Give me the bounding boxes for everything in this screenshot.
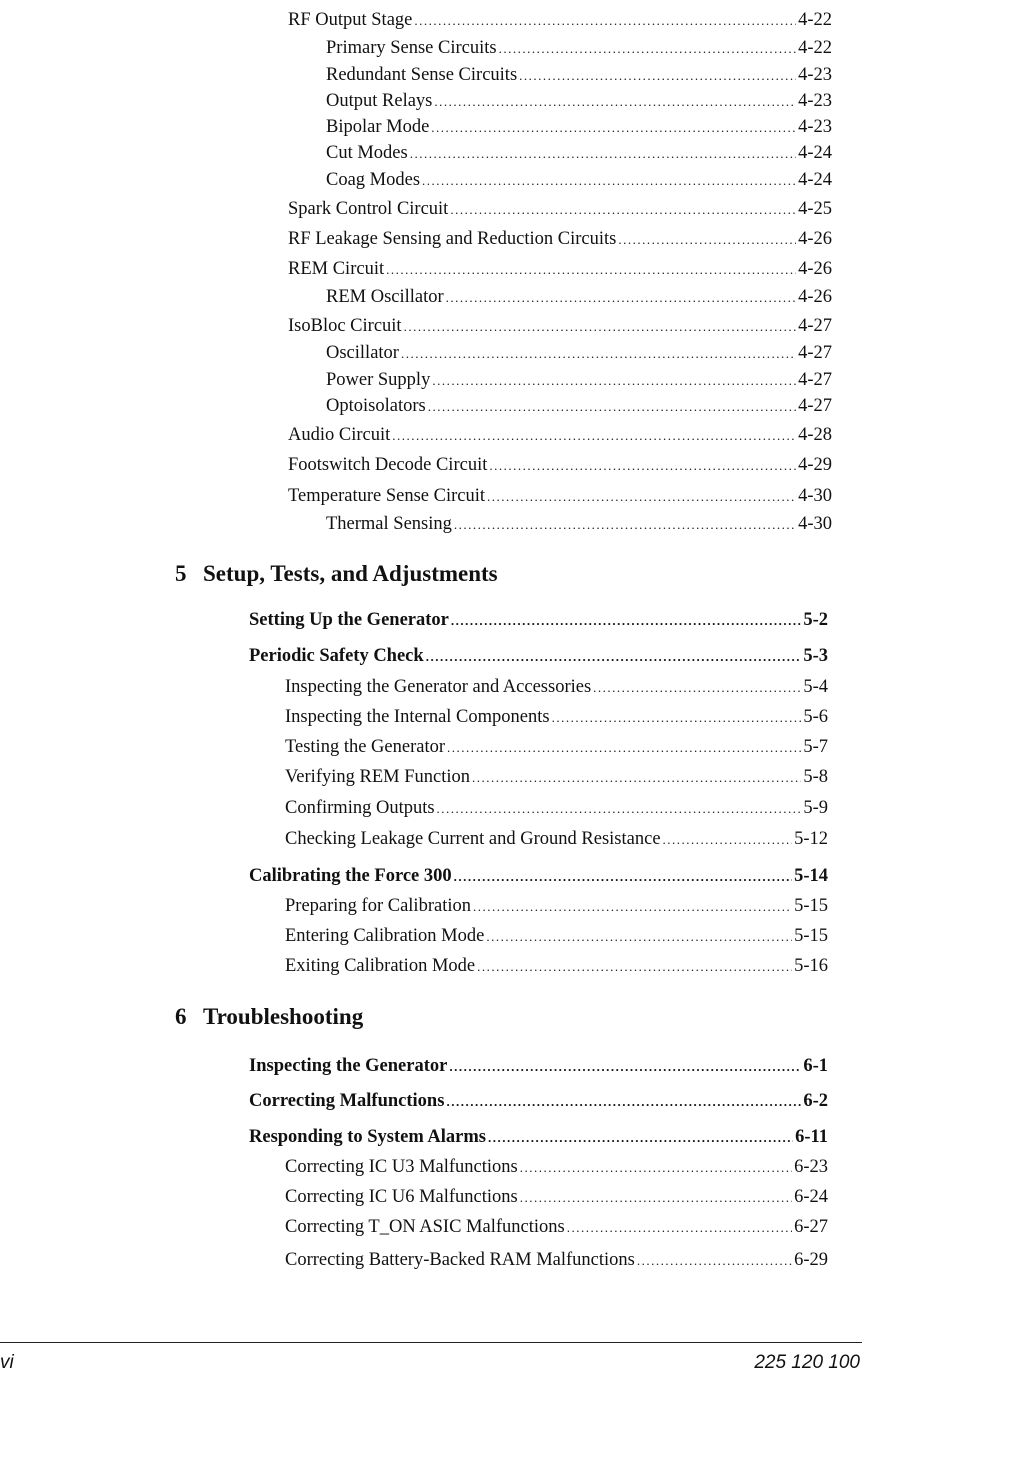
toc-entry-page: 4-27 [798,343,832,363]
dot-leader [422,170,796,192]
toc-entry-title: Correcting T_ON ASIC Malfunctions [285,1217,565,1237]
toc-entry-title: Cut Modes [326,143,408,163]
toc-entry[interactable] [285,895,828,918]
toc-entry-title: REM Oscillator [326,287,444,307]
toc-entry-title: Verifying REM Function [285,767,470,787]
toc-entry-page: 4-27 [798,396,832,416]
toc-entry[interactable] [326,342,832,365]
toc-entry-page: 4-30 [798,514,832,534]
dot-leader [663,829,793,851]
toc-entry-page: 5-3 [803,646,828,666]
toc-entry-title: Responding to System Alarms [249,1127,486,1147]
toc-entry-title: Spark Control Circuit [288,199,449,219]
toc-entry-title: REM Circuit [288,259,385,279]
dot-leader [386,259,796,281]
toc-entry[interactable] [326,369,832,392]
dot-leader [519,65,796,87]
chapter-title: Setup, Tests, and Adjustments [203,561,498,586]
toc-entry-title: Correcting Battery-Backed RAM Malfunctions [285,1250,635,1270]
toc-entry-title: Confirming Outputs [285,798,435,818]
toc-entry[interactable] [285,828,828,851]
toc-entry[interactable] [326,513,832,536]
dot-leader [487,486,796,508]
toc-entry-title: Setting Up the Generator [249,610,449,630]
toc-entry-page: 6-2 [803,1091,828,1111]
toc-entry-title: Inspecting the Generator [249,1056,448,1076]
toc-entry-page: 4-23 [798,117,832,137]
toc-entry-title: Temperature Sense Circuit [288,486,485,506]
toc-entry[interactable] [288,485,832,508]
toc-entry-page: 4-23 [798,91,832,111]
toc-entry-title: Audio Circuit [288,425,391,445]
toc-entry-page: 4-30 [798,486,832,506]
toc-entry-page: 5-2 [803,610,828,630]
toc-entry-title: Inspecting the Generator and Accessories [285,677,592,697]
toc-entry[interactable] [288,315,832,338]
toc-entry[interactable] [326,395,832,418]
toc-entry[interactable] [288,454,832,477]
toc-entry-page: 4-27 [798,316,832,336]
toc-entry[interactable] [326,37,832,60]
dot-leader [552,707,802,729]
toc-entry[interactable] [285,797,828,820]
dot-leader [473,896,792,918]
dot-leader [486,926,792,948]
toc-entry[interactable] [249,1090,828,1113]
toc-entry-title: Correcting IC U3 Malfunctions [285,1157,518,1177]
dot-leader [414,10,796,32]
toc-entry-title: Entering Calibration Mode [285,926,485,946]
toc-entry[interactable] [249,1055,828,1078]
toc-entry-page: 5-15 [794,896,828,916]
chapter-title: Troubleshooting [203,1004,364,1029]
toc-entry-title: Correcting Malfunctions [249,1091,445,1111]
toc-entry-page: 4-22 [798,38,832,58]
dot-leader [520,1187,792,1209]
toc-entry-page: 5-14 [794,866,828,886]
toc-entry-page: 5-6 [803,707,828,727]
toc-entry-title: Power Supply [326,370,431,390]
toc-entry[interactable] [249,865,828,888]
toc-entry-page: 5-8 [803,767,828,787]
toc-entry-page: 4-27 [798,370,832,390]
toc-entry-page: 6-27 [794,1217,828,1237]
dot-leader [447,737,801,759]
toc-entry-title: Oscillator [326,343,399,363]
footer-doc-number: 225 120 100 [754,1352,860,1373]
toc-entry-title: RF Output Stage [288,10,413,30]
toc-entry-page: 4-24 [798,143,832,163]
toc-entry[interactable] [288,198,832,221]
dot-leader [404,316,797,338]
toc-entry[interactable] [285,1249,828,1272]
dot-leader [446,1091,801,1113]
toc-entry[interactable] [285,1216,828,1239]
toc-entry-title: Inspecting the Internal Components [285,707,550,727]
toc-entry-page: 5-4 [803,677,828,697]
dot-leader [454,514,796,536]
toc-entry-page: 4-24 [798,170,832,190]
toc-entry[interactable] [288,424,832,447]
chapter-number: 5 [175,561,187,586]
toc-entry-page: 4-26 [798,259,832,279]
toc-entry-title: Checking Leakage Current and Ground Resistance [285,829,661,849]
dot-leader [410,143,796,165]
dot-leader [618,229,796,251]
dot-leader [446,287,796,309]
toc-entry-page: 6-24 [794,1187,828,1207]
toc-entry[interactable] [285,736,828,759]
toc-entry-title: Redundant Sense Circuits [326,65,518,85]
dot-leader [426,646,802,668]
toc-entry-title: IsoBloc Circuit [288,316,402,336]
dot-leader [454,866,792,888]
toc-entry-title: Preparing for Calibration [285,896,471,916]
chapter-5-heading [175,561,498,587]
dot-leader [432,370,796,392]
toc-entry[interactable] [326,142,832,165]
toc-entry-title: Optoisolators [326,396,426,416]
toc-entry[interactable] [249,609,828,632]
toc-entry-title: Primary Sense Circuits [326,38,497,58]
dot-leader [451,610,801,632]
dot-leader [499,38,796,60]
toc-entry-page: 4-26 [798,287,832,307]
toc-entry[interactable] [326,116,832,139]
toc-entry[interactable] [285,766,828,789]
toc-entry[interactable] [326,169,832,192]
dot-leader [450,199,796,221]
toc-entry[interactable] [249,1126,828,1149]
toc-entry-page: 4-22 [798,10,832,30]
toc-entry-title: Coag Modes [326,170,421,190]
dot-leader [637,1250,792,1272]
toc-entry[interactable] [326,64,832,87]
toc-entry[interactable] [285,676,828,699]
toc-entry-page: 5-16 [794,956,828,976]
dot-leader [489,455,796,477]
toc-entry-title: Calibrating the Force 300 [249,866,452,886]
footer-rule [0,1342,862,1343]
toc-entry[interactable] [285,1186,828,1209]
toc-entry-page: 5-15 [794,926,828,946]
toc-entry[interactable] [288,9,832,32]
toc-entry[interactable] [326,90,832,113]
toc-entry-title: Periodic Safety Check [249,646,424,666]
toc-entry-page: 6-11 [795,1127,828,1147]
toc-entry[interactable] [288,228,832,251]
footer-page-number: vi [0,1352,14,1373]
toc-entry-title: Testing the Generator [285,737,446,757]
chapter-6-heading [175,1004,363,1030]
dot-leader [472,767,801,789]
toc-entry-page: 5-9 [803,798,828,818]
dot-leader [567,1217,792,1239]
toc-entry-title: Correcting IC U6 Malfunctions [285,1187,518,1207]
toc-entry-page: 6-1 [803,1056,828,1076]
toc-entry-page: 4-26 [798,229,832,249]
toc-entry-title: Output Relays [326,91,433,111]
dot-leader [477,956,792,978]
dot-leader [431,117,796,139]
toc-entry-page: 4-25 [798,199,832,219]
toc-entry-page: 6-29 [794,1250,828,1270]
toc-entry[interactable] [285,706,828,729]
dot-leader [434,91,796,113]
toc-entry-title: Thermal Sensing [326,514,452,534]
toc-entry-page: 4-29 [798,455,832,475]
toc-entry-page: 5-7 [803,737,828,757]
toc-entry-title: RF Leakage Sensing and Reduction Circuits [288,229,617,249]
toc-entry-title: Footswitch Decode Circuit [288,455,488,475]
dot-leader [488,1127,793,1149]
toc-entry[interactable] [285,925,828,948]
chapter-number: 6 [175,1004,187,1029]
dot-leader [437,798,802,820]
dot-leader [449,1056,801,1078]
toc-entry[interactable] [285,955,828,978]
toc-entry[interactable] [249,645,828,668]
dot-leader [428,396,796,418]
toc-entry-page: 6-23 [794,1157,828,1177]
toc-entry-page: 5-12 [794,829,828,849]
toc-entry[interactable] [288,258,832,281]
dot-leader [593,677,801,699]
toc-entry-title: Bipolar Mode [326,117,430,137]
dot-leader [520,1157,792,1179]
toc-entry[interactable] [285,1156,828,1179]
toc-entry-page: 4-28 [798,425,832,445]
dot-leader [401,343,796,365]
toc-entry-title: Exiting Calibration Mode [285,956,476,976]
toc-entry[interactable] [326,286,832,309]
dot-leader [392,425,796,447]
toc-entry-page: 4-23 [798,65,832,85]
